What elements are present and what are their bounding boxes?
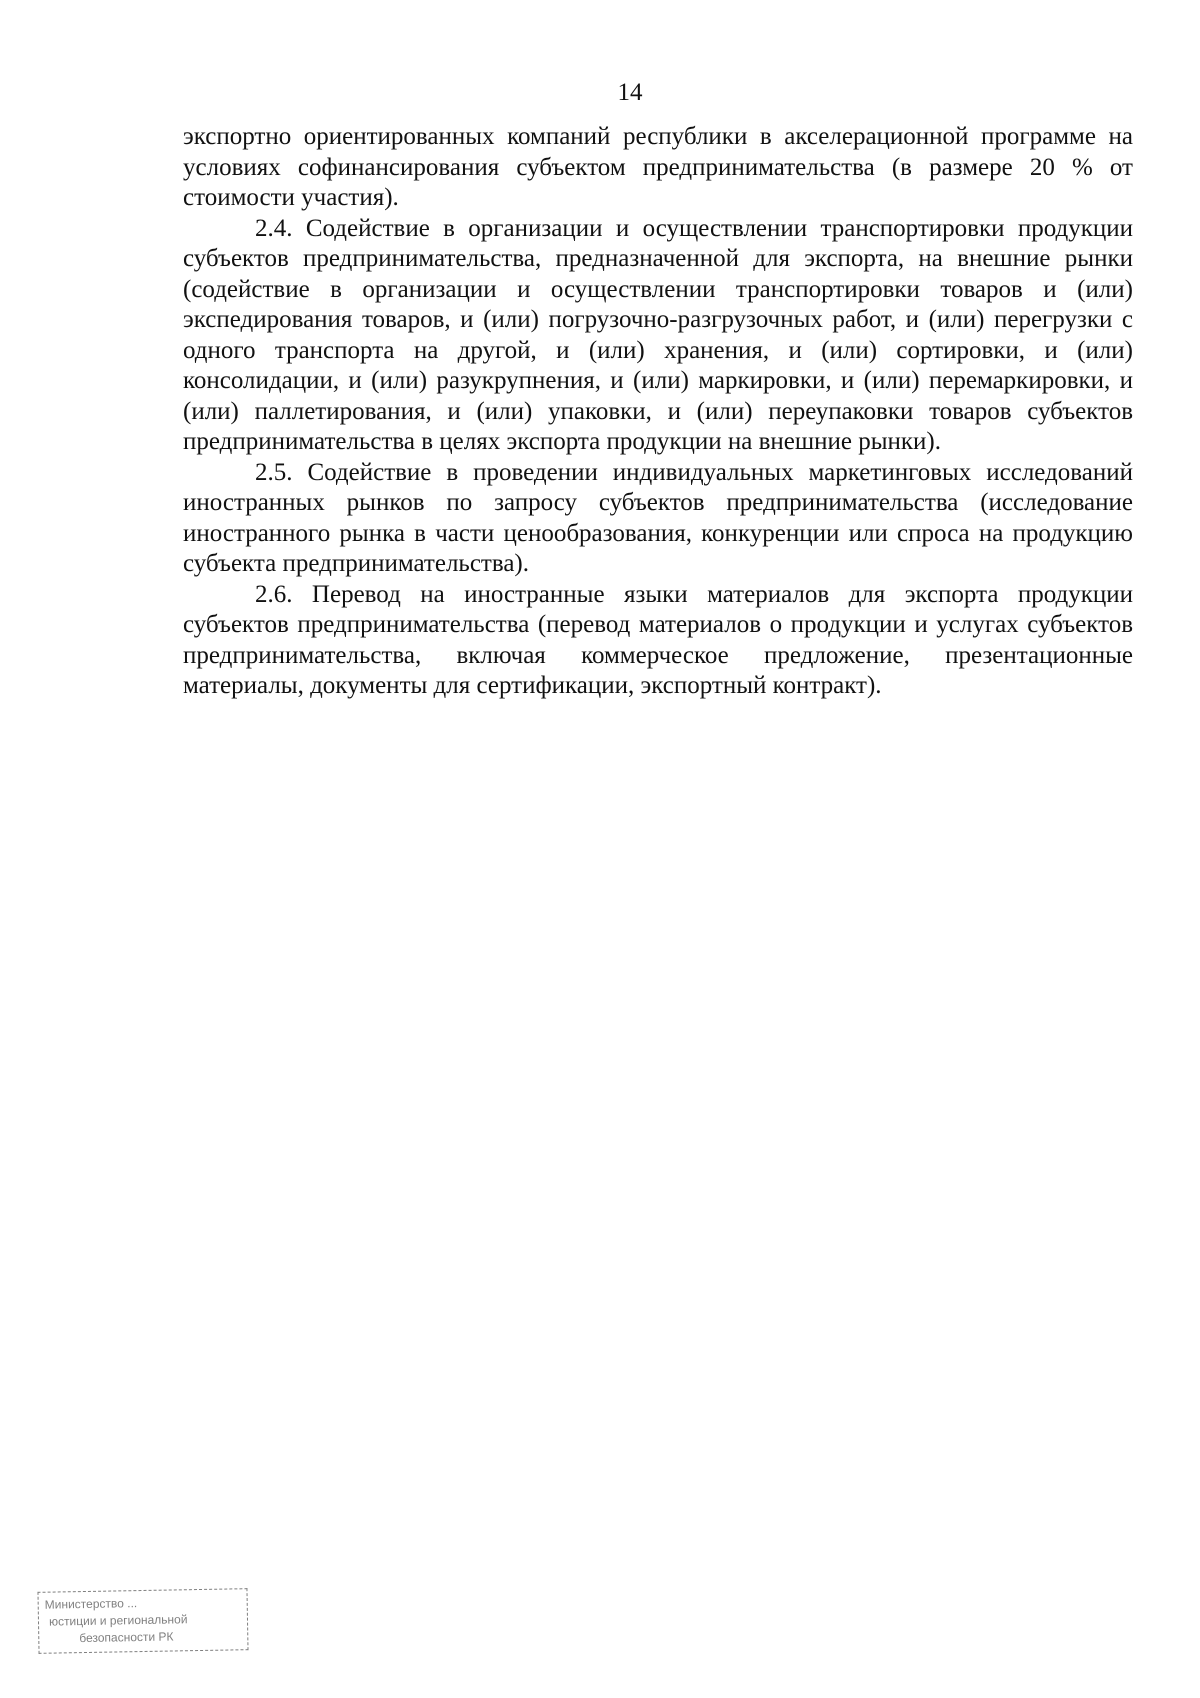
paragraph-2-4: 2.4. Содействие в организации и осуществлении транспортировки продукции субъектов предпринимательства, предназначенной для экспорта, на внешние рынки (содействие в организации и осуществлении транспортировки товаров и (или) экспедирования товаров, и (или) погрузочно-разгрузочных работ, и (или) перегрузки с одного транспорта на другой, и (или) хранения, и (или) сортировки, и (или) консолидации, и (или) разукрупнения, и (или) маркировки, и (или) перемаркировки, и (или) паллетирования, и (или) упаковки, и (или) переупаковки товаров субъектов предпринимательства в целях экспорта продукции на внешние рынки). [183,214,1133,455]
stamp-line: Министерство ... [44,1596,138,1612]
stamp-line: юстиции и региональной [48,1612,188,1629]
paragraph-2-6: 2.6. Перевод на иностранные языки материалов для экспорта продукции субъектов предпринимательства (перевод материалов о продукции и услугах субъектов предпринимательства, включая коммерческое предложение, презентационные материалы, документы для сертификации, экспортный контракт). [183,580,1133,699]
stamp-line: безопасности РК [79,1629,174,1646]
page-number: 14 [617,79,643,106]
document-body [183,122,1133,702]
paragraph-2-5: 2.5. Содействие в проведении индивидуальных маркетинговых исследований иностранных рынков по запросу субъектов предпринимательства (исследование иностранного рынка в части ценообразования, конкуренции или спроса на продукцию субъекта предпринимательства). [183,458,1133,577]
paragraph-continuation: экспортно ориентированных компаний республики в акселерационной программе на условиях софинансирования субъектом предпринимательства (в размере 20 % от стоимости участия). [183,123,1133,211]
registration-stamp [37,1588,248,1654]
